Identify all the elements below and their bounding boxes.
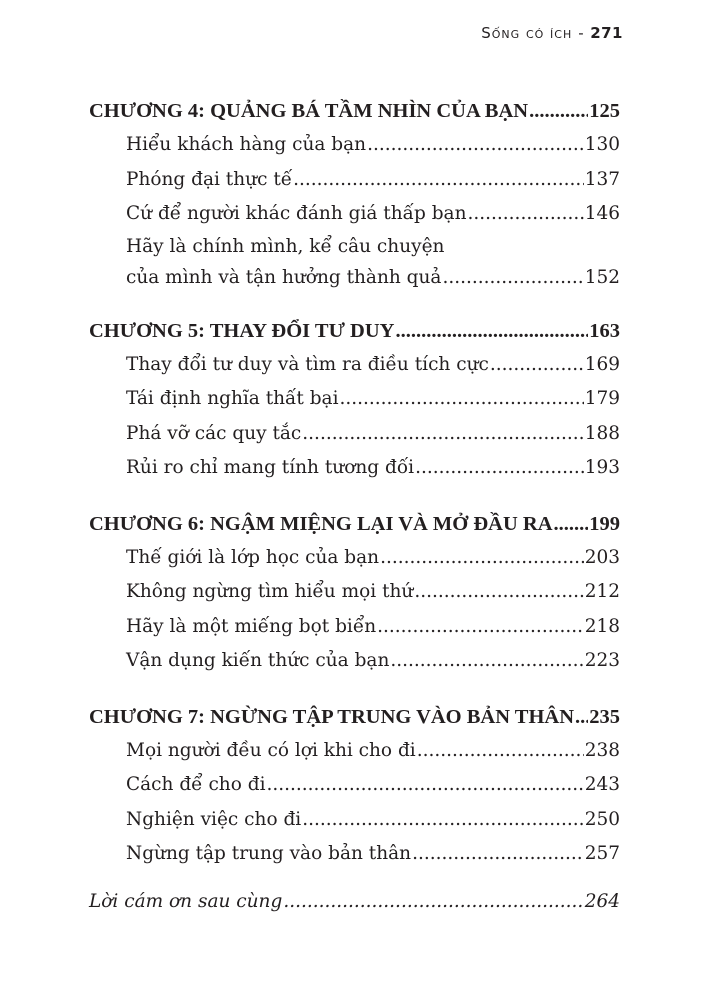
afterword-page-number: 264 [584, 890, 620, 912]
toc-afterword-entry[interactable] [89, 885, 620, 919]
afterword-title: Lời cám ơn sau cùng [89, 890, 283, 912]
entry-title: Tái định nghĩa thất bại [126, 388, 339, 409]
entry-title: Cách để cho đi [126, 774, 266, 795]
chapter-title: CHƯƠNG 5: THAY ĐỔI TƯ DUY [89, 319, 395, 342]
entry-page-number: 250 [584, 808, 620, 830]
entry-title: Thay đổi tư duy và tìm ra điều tích cực [126, 353, 489, 375]
toc-entry[interactable] [89, 451, 620, 486]
entry-title: Vận dụng kiến thức của bạn [126, 650, 390, 671]
dot-leader [283, 885, 583, 919]
toc-entry[interactable] [89, 575, 620, 610]
toc-section-chapter-4 [89, 94, 620, 293]
dot-leader [575, 700, 588, 734]
chapter-page-number: 235 [589, 705, 620, 728]
running-head [481, 24, 623, 42]
chapter-page-number: 199 [589, 512, 620, 535]
entry-title-line-2: của mình và tận hưởng thành quả [126, 266, 442, 288]
entry-title-line-1: Hãy là chính mình, kể câu chuyện [126, 235, 445, 257]
toc-section-chapter-6 [89, 507, 620, 679]
dot-leader [412, 837, 584, 872]
entry-page-number: 169 [584, 353, 620, 375]
entry-page-number: 146 [584, 203, 620, 224]
table-of-contents [89, 94, 620, 919]
toc-chapter-heading[interactable] [89, 700, 620, 734]
entry-page-number: 152 [584, 266, 620, 288]
dot-leader [417, 734, 584, 769]
entry-page-number: 212 [584, 581, 620, 602]
entry-page-number: 223 [584, 650, 620, 671]
chapter-page-number: 163 [589, 319, 620, 342]
entry-page-number: 218 [584, 615, 620, 637]
entry-page-number: 137 [584, 168, 620, 190]
chapter-title: CHƯƠNG 7: NGỪNG TẬP TRUNG VÀO BẢN THÂN [89, 705, 575, 728]
entry-title: Mọi người đều có lợi khi cho đi [126, 739, 416, 761]
entry-page-number: 257 [584, 843, 620, 864]
entry-page-number: 179 [584, 388, 620, 409]
running-head-book-title: Sống có ích [481, 24, 573, 42]
dot-leader [377, 610, 584, 645]
entry-title: Phá vỡ các quy tắc [126, 422, 302, 444]
toc-entry[interactable] [89, 197, 620, 232]
toc-entry[interactable] [89, 768, 620, 803]
entry-title: Hãy là một miếng bọt biển [126, 615, 377, 637]
entry-title: Hiểu khách hàng của bạn [126, 134, 367, 155]
entry-title: Rủi ro chỉ mang tính tương đối [126, 457, 415, 478]
chapter-title: CHƯƠNG 6: NGẬM MIỆNG LẠI VÀ MỞ ĐẦU RA [89, 512, 553, 535]
toc-entry[interactable] [89, 803, 620, 838]
toc-entry[interactable] [89, 417, 620, 452]
dot-leader [414, 575, 583, 610]
entry-title: Phóng đại thực tế [126, 168, 293, 190]
entry-page-number: 203 [584, 546, 620, 568]
dot-leader [490, 348, 584, 383]
dot-leader [395, 314, 588, 348]
toc-entry[interactable] [89, 163, 620, 198]
running-head-page-number: 271 [590, 24, 623, 42]
running-head-separator: - [578, 24, 585, 42]
entry-page-number: 243 [584, 774, 620, 795]
toc-chapter-heading[interactable] [89, 314, 620, 348]
chapter-title: CHƯƠNG 4: QUẢNG BÁ TẦM NHÌN CỦA BẠN [89, 100, 529, 122]
toc-chapter-heading[interactable] [89, 94, 620, 128]
entry-page-number: 188 [584, 422, 620, 444]
toc-entry[interactable] [89, 541, 620, 576]
entry-page-number: 193 [584, 457, 620, 478]
entry-title: Cứ để người khác đánh giá thấp bạn [126, 203, 467, 224]
dot-leader [442, 262, 583, 293]
toc-section-chapter-5 [89, 314, 620, 486]
toc-chapter-heading[interactable] [89, 507, 620, 541]
dot-leader [468, 197, 584, 232]
toc-entry[interactable] [89, 837, 620, 872]
toc-entry-multiline[interactable] [89, 232, 620, 293]
entry-title: Không ngừng tìm hiểu mọi thứ [126, 581, 414, 602]
dot-leader [415, 451, 584, 486]
dot-leader [367, 128, 584, 163]
dot-leader [267, 768, 584, 803]
toc-entry[interactable] [89, 382, 620, 417]
toc-section-chapter-7 [89, 700, 620, 872]
toc-entry[interactable] [89, 128, 620, 163]
dot-leader [302, 417, 583, 452]
toc-entry[interactable] [89, 644, 620, 679]
toc-entry[interactable] [89, 734, 620, 769]
entry-page-number: 238 [584, 739, 620, 761]
dot-leader [554, 507, 589, 541]
dot-leader [293, 163, 584, 198]
dot-leader [302, 803, 583, 838]
dot-leader [380, 541, 584, 576]
chapter-page-number: 125 [589, 100, 620, 122]
entry-page-number: 130 [584, 134, 620, 155]
toc-entry[interactable] [89, 348, 620, 383]
dot-leader [340, 382, 584, 417]
dot-leader [390, 644, 583, 679]
entry-title: Ngừng tập trung vào bản thân [126, 843, 412, 864]
entry-title: Nghiện việc cho đi [126, 808, 302, 830]
dot-leader [529, 94, 588, 128]
entry-title: Thế giới là lớp học của bạn [126, 546, 380, 568]
toc-entry[interactable] [89, 610, 620, 645]
